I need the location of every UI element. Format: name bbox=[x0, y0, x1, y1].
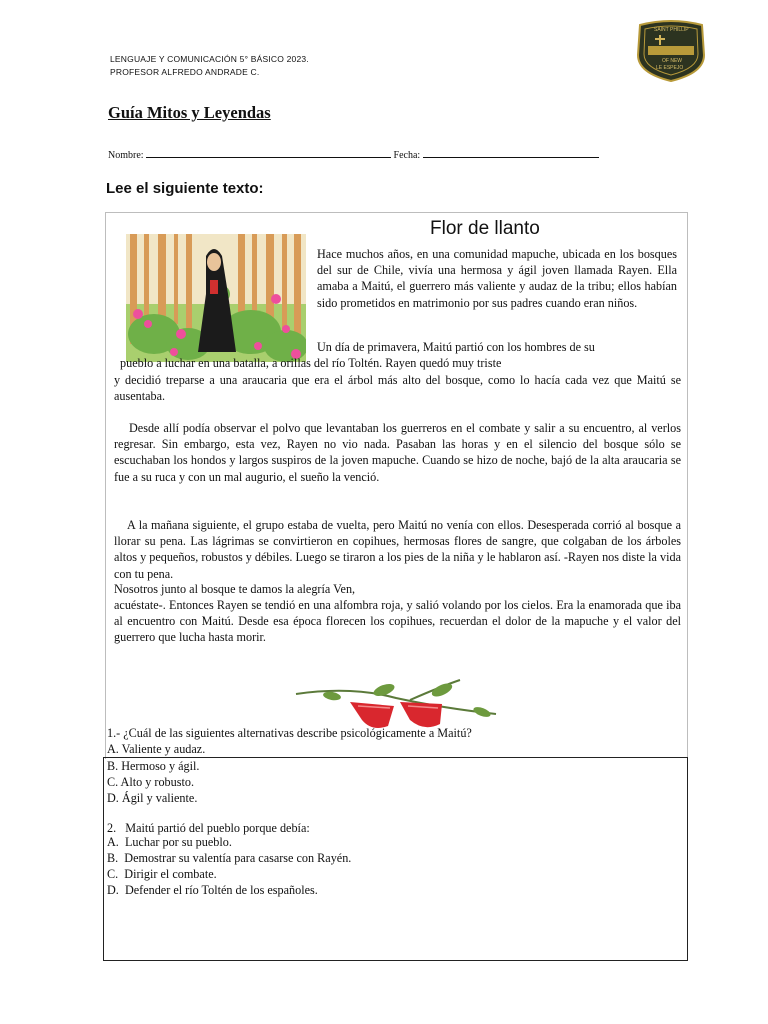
date-label: Fecha: bbox=[393, 150, 421, 161]
question-2-option-d[interactable]: D. Defender el río Toltén de los españoles. bbox=[107, 883, 318, 897]
instruction: Lee el siguiente texto: bbox=[106, 180, 264, 197]
name-label: Nombre: bbox=[108, 150, 144, 161]
forest-girl-illustration bbox=[126, 234, 306, 362]
question-2-text: 2. Maitú partió del pueblo porque debía: bbox=[107, 821, 310, 835]
story-paragraph-4b: Nosotros junto al bosque te damos la alegría Ven, bbox=[114, 582, 356, 596]
story-paragraph-2b: pueblo a luchar en una batalla, a orillas del río Toltén. Rayen quedó muy triste bbox=[120, 356, 502, 370]
question-1-option-d[interactable]: D. Ágil y valiente. bbox=[107, 791, 198, 805]
date-field[interactable] bbox=[423, 148, 599, 158]
question-1-option-a[interactable]: A. Valiente y audaz. bbox=[107, 742, 206, 756]
question-1-option-c[interactable]: C. Alto y robusto. bbox=[107, 775, 195, 789]
story-paragraph-4a: A la mañana siguiente, el grupo estaba de vuelta, pero Maitú no venía con ellos. Desesperada corrió al bosque a llorar su pena. Las lágrimas se convirtieron en copihues, hermosas flores de sangre, que colgaban de los árboles altos y pequeños, robustos y débiles. Luego se tiraron a los pies de la niña y le hablaron así. -Rayen nos diste la vida con tu pena. bbox=[114, 518, 681, 581]
question-1-option-b[interactable]: B. Hermoso y ágil. bbox=[107, 759, 200, 773]
question-1-text: 1.- ¿Cuál de las siguientes alternativas describe psicológicamente a Maitú? bbox=[107, 726, 472, 740]
story-paragraph-2a: Un día de primavera, Maitú partió con los hombres de su bbox=[317, 340, 595, 354]
guide-title: Guía Mitos y Leyendas bbox=[108, 103, 271, 122]
course-line: LENGUAJE Y COMUNICACIÓN 5° BÁSICO 2023. bbox=[110, 54, 309, 64]
question-2-option-c[interactable]: C. Dirigir el combate. bbox=[107, 867, 217, 881]
story-paragraph-2c: y decidió treparse a una araucaria que era el árbol más alto del bosque, como lo hacía cada vez que Maitú se ausentaba. bbox=[114, 373, 681, 404]
name-field[interactable] bbox=[146, 148, 391, 158]
name-date-line bbox=[108, 148, 599, 161]
story-paragraph-1: Hace muchos años, en una comunidad mapuche, ubicada en los bosques del sur de Chile, vivía una hermosa y ágil joven llamada Rayen. Ella amaba a Maitú, el guerrero más valiente y audaz de la tribu; ellos habían sido prometidos en matrimonio por sus padres cuando eran niños. bbox=[317, 247, 677, 310]
question-2-option-a[interactable]: A. Luchar por su pueblo. bbox=[107, 835, 232, 849]
teacher-line: PROFESOR ALFREDO ANDRADE C. bbox=[110, 67, 260, 77]
question-2-option-b[interactable]: B. Demostrar su valentía para casarse con Rayén. bbox=[107, 851, 352, 865]
logo-text-bottom: LE ESPEJO bbox=[656, 65, 684, 71]
story-paragraph-3: Desde allí podía observar el polvo que levantaban los guerreros en el combate y salir a su encuentro, al verlos regresar. Sin embargo, esta vez, Rayen no vio nada. Pasaban las horas y en el silencio del bosque sólo se escuchaban los hondos y largos suspiros de la joven mapuche. Cuando se hizo de noche, bajó de la alta araucaria se fue a su ruca y con un mal augurio, el sueño la venció. bbox=[114, 421, 681, 484]
logo-text-mid: OF NEW bbox=[662, 58, 682, 64]
story-paragraph-4c: acuéstate-. Entonces Rayen se tendió en una alfombra roja, y salió volando por los cielos. Era la enamorada que iba al encuentro con Maitú. Desde esa época florecen los copihues, recuerdan el dolor de la mapuche y el valor del guerrero que lucha hasta morir. bbox=[114, 598, 681, 645]
story-title: Flor de llanto bbox=[430, 218, 540, 239]
logo-text-top: SAINT PHILLIP bbox=[654, 27, 689, 33]
school-logo bbox=[634, 19, 708, 83]
